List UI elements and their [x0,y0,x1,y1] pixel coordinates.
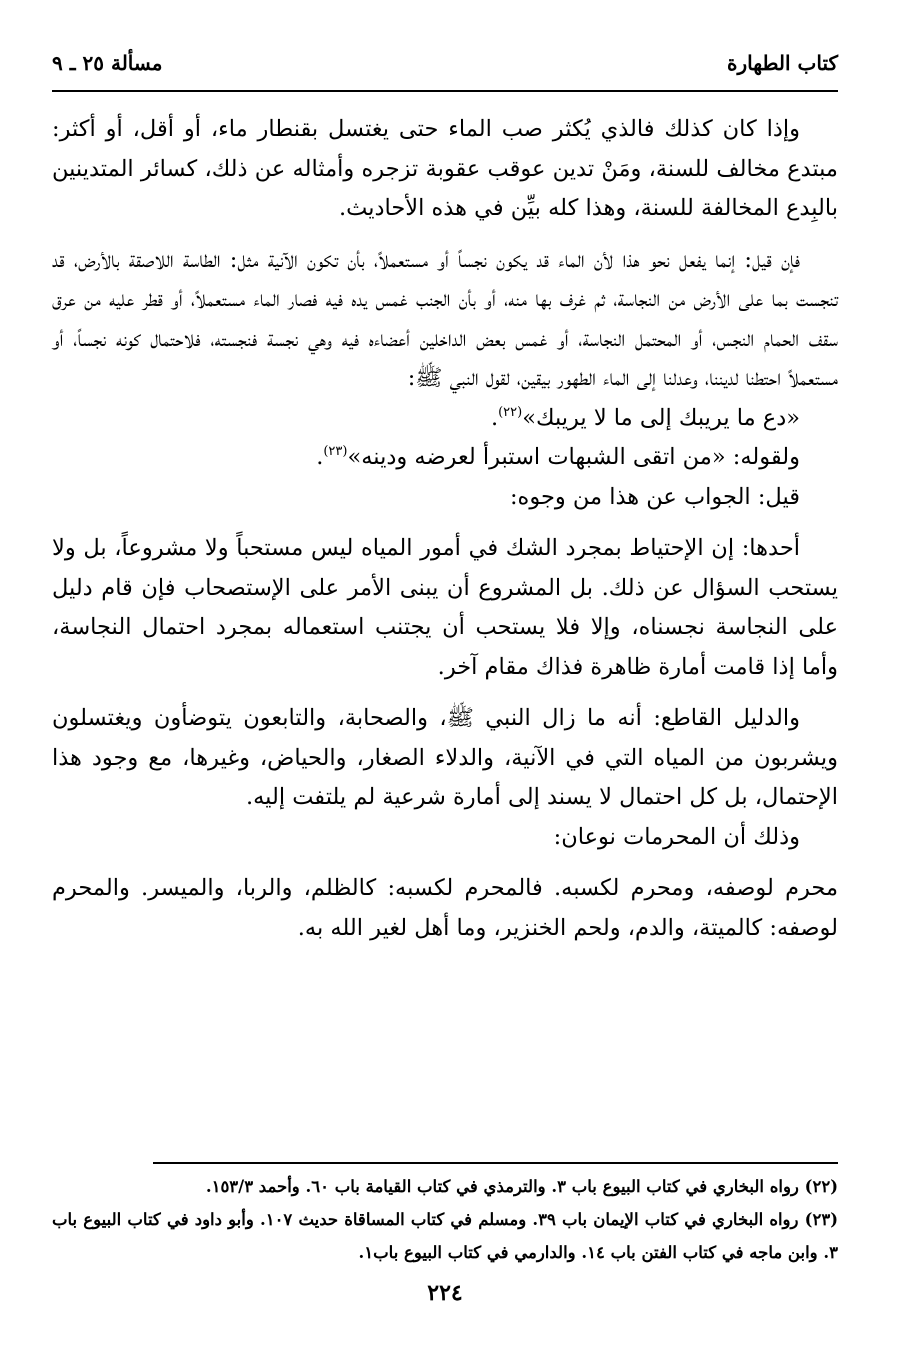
paragraph: والدليل القاطع: أنه ما زال النبي ﷺ، والصحابة، والتابعون يتوضأون ويغتسلون ويشربون من المياه التي في الآنية، والدلاء الصغار، والحياض، وغيرها، مع وجود هذا الإحتمال، بل كل احتمال لا يسند إلى أمارة شرعية لم يلتفت إليه. [52,705,838,810]
book-title: كتاب الطهارة [727,51,838,75]
footnote: (٢٢) رواه البخاري في كتاب البيوع باب ٣. والترمذي في كتاب القيامة باب ٦٠. وأحمد ١٥٣/٣. [205,1177,838,1196]
paragraph: أحدها: إن الإحتياط بمجرد الشك في أمور المياه ليس مستحباً ولا مشروعاً، بل ولا يستحب السؤال عن ذلك. بل المشروع أن يبنى الأمر على الإستصحاب فإن قام دليل على النجاسة نجسناه، وإلا فلا يستحب أن يجتنب استعماله بمجرد احتمال النجاسة، وأما إذا قامت أمارة ظاهرة فذاك مقام آخر. [52,535,838,680]
running-header [52,40,838,86]
main-text [52,110,838,960]
footnotes [52,1170,838,1269]
footnote-divider [153,1162,838,1164]
footnote: (٢٣) رواه البخاري في كتاب الإيمان باب ٣٩. ومسلم في كتاب المساقاة حديث ١٠٧. وأبو داود في كتاب البيوع باب ٣. وابن ماجه في كتاب الفتن باب ١٤. والدارمي في كتاب البيوع باب١. [52,1210,839,1262]
hadith-quote: ولقوله: «من اتقى الشبهات استبرأ لعرضه ودينه»$^{(٢٣)}$. [316,444,800,470]
paragraph: وذلك أن المحرمات نوعان: [553,823,800,850]
paragraph: فإن قيل: إنما يفعل نحو هذا لأن الماء قد يكون نجساً أو مستعملاً، بأن تكون الآنية مثل: الطاسة اللاصقة بالأرض، قد تنجست بما على الأرض من النجاسة، ثم غرف بها منه، أو بأن الجنب غمس يده فيه فصار الماء مستعملاً، أو قطر عليه من عرق سقف الحمام النجس، أو المحتمل النجاسة، أو غمس بعض الداخلين أعضاءه فيه وهي نجسة فنجسته، فلاحتمال كونه نجساً، أو مستعملاً احتطنا لديننا، وعدلنا إلى الماء الطهور بيقين، لقول النبي ﷺ: [52,246,838,391]
page-number: ٢٢٤ [427,1280,463,1306]
header-divider [52,90,838,92]
paragraph: محرم لوصفه، ومحرم لكسبه. فالمحرم لكسبه: كالظلم، والربا، والميسر. والمحرم لوصفه: كالميتة، والدم، ولحم الخنزير، وما أهل لغير الله به. [52,875,838,941]
question-reference: مسألة ٢٥ ـ ٩ [52,51,163,75]
footnote-ref: (٢٢) [498,404,523,420]
paragraph: قيل: الجواب عن هذا من وجوه: [509,483,800,510]
hadith-quote: «دع ما يريبك إلى ما لا يريبك»$^{(٢٢)}$. [490,404,800,431]
paragraph: وإذا كان كذلك فالذي يُكثر صب الماء حتى يغتسل بقنطار ماء، أو أقل، أو أكثر: مبتدع مخالف للسنة، ومَنْ تدين عوقب عقوبة تزجره وأمثاله عن ذلك، كسائر المتدينين بالبِدع المخالفة للسنة، وهذا كله بيِّن في هذه الأحاديث. [52,116,838,221]
book-page [52,40,838,1310]
footnote-ref: (٢٣) [323,444,348,459]
